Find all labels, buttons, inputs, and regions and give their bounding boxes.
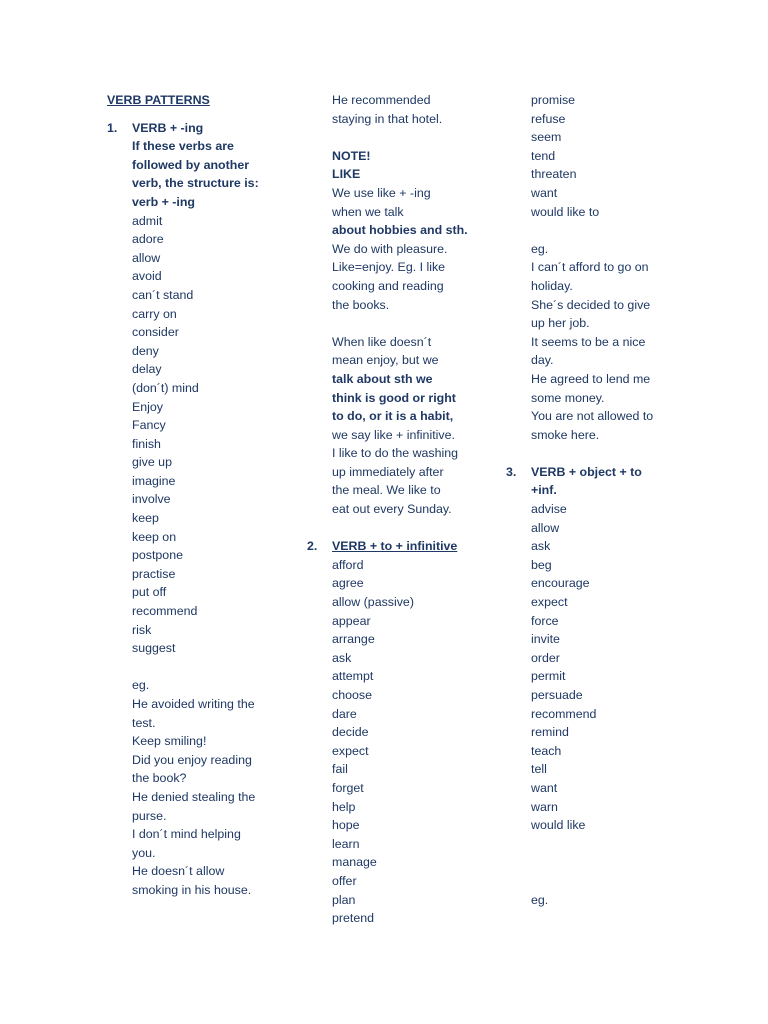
note-line: talk about sth we: [332, 371, 433, 386]
example-line: eg.: [531, 241, 549, 256]
section-3-heading: [506, 463, 653, 482]
verb-item: delay: [132, 362, 162, 377]
note-line: when we talk: [332, 204, 404, 219]
verb-item: seem: [531, 130, 562, 145]
verb-item: dare: [332, 706, 357, 721]
verb-item: help: [332, 799, 356, 814]
verb-item: finish: [132, 436, 161, 451]
verb-item: teach: [531, 743, 562, 758]
verb-item: Fancy: [132, 418, 166, 433]
note-line: we say like + infinitive.: [332, 427, 455, 442]
note-line: We do with pleasure.: [332, 241, 448, 256]
verb-item: remind: [531, 725, 569, 740]
note-line: about hobbies and sth.: [332, 223, 468, 238]
example-line: holiday.: [531, 278, 573, 293]
section-1-examples: [107, 676, 259, 899]
example-line: smoking in his house.: [132, 882, 252, 897]
verb-item: arrange: [332, 632, 375, 647]
verb-item: risk: [132, 622, 152, 637]
note-line: cooking and reading: [332, 278, 444, 293]
example-line: smoke here.: [531, 427, 600, 442]
section-1-intro: [107, 137, 259, 211]
verb-item: would like to: [531, 204, 600, 219]
example-line: I can´t afford to go on: [531, 260, 649, 275]
verb-item: want: [531, 185, 558, 200]
section-3-title: VERB + object + to: [531, 464, 642, 479]
verb-item: fail: [332, 762, 348, 777]
example-line: Keep smiling!: [132, 734, 207, 749]
verb-item: ask: [531, 539, 551, 554]
intro-line: verb, the structure is:: [132, 176, 259, 191]
verb-item: put off: [132, 585, 167, 600]
verb-item: manage: [332, 855, 377, 870]
verb-item: tell: [531, 762, 547, 777]
note-line: eat out every Sunday.: [332, 502, 452, 517]
verb-item: want: [531, 780, 558, 795]
section-1-heading: [107, 119, 259, 138]
continued-example-line: He recommended: [332, 93, 431, 107]
verb-item: ask: [332, 650, 352, 665]
verb-item: threaten: [531, 167, 577, 182]
verb-item: forget: [332, 780, 364, 795]
intro-line: followed by another: [132, 157, 250, 172]
example-line: It seems to be a nice: [531, 334, 646, 349]
verb-item: admit: [132, 213, 163, 228]
section-2-title: VERB + to + infinitive: [332, 539, 458, 554]
example-line: some money.: [531, 390, 605, 405]
note-line: When like doesn´t: [332, 334, 432, 349]
like-label: LIKE: [332, 167, 361, 182]
verb-item: can´t stand: [132, 287, 194, 302]
note-line: mean enjoy, but we: [332, 353, 439, 368]
verb-item: beg: [531, 557, 552, 572]
verb-item: choose: [332, 688, 372, 702]
example-line: up her job.: [531, 316, 590, 331]
verb-item: appear: [332, 613, 371, 628]
verb-item: attempt: [332, 669, 374, 684]
example-label: eg.: [531, 892, 549, 907]
example-line: the book?: [132, 771, 187, 786]
verb-item: adore: [132, 232, 164, 247]
verb-item: persuade: [531, 688, 583, 702]
section-2-verb-list-continued: [531, 91, 653, 221]
column-2: [307, 91, 468, 928]
verb-item: pretend: [332, 911, 375, 926]
verb-item: recommend: [531, 706, 597, 721]
example-line: day.: [531, 353, 554, 368]
note-line: to do, or it is a habit,: [332, 409, 454, 424]
verb-item: permit: [531, 669, 566, 684]
section-3-verb-list: [531, 500, 653, 835]
verb-item: carry on: [132, 306, 177, 321]
note-line: think is good or right: [332, 390, 456, 405]
example-line: You are not allowed to: [531, 409, 654, 424]
continued-example-line: staying in that hotel.: [332, 111, 443, 126]
verb-item: expect: [332, 743, 369, 758]
note-label: NOTE!: [332, 148, 371, 163]
verb-item: plan: [332, 892, 356, 907]
note-line: the meal. We like to: [332, 483, 441, 498]
verb-item: warn: [531, 799, 558, 814]
verb-item: (don´t) mind: [132, 380, 199, 395]
verb-item: promise: [531, 93, 576, 107]
example-line: you.: [132, 845, 156, 860]
verb-item: postpone: [132, 548, 183, 563]
verb-item: tend: [531, 148, 556, 163]
example-line: I don´t mind helping: [132, 827, 241, 842]
verb-item: decide: [332, 725, 369, 740]
verb-item: keep on: [132, 529, 177, 544]
section-3-title-cont: +inf.: [531, 483, 557, 498]
verb-item: allow: [531, 520, 560, 535]
column-1: [107, 91, 259, 900]
verb-item: avoid: [132, 269, 162, 284]
verb-item: keep: [132, 511, 159, 526]
column-3: [506, 91, 654, 909]
note-line: We use like + -ing: [332, 185, 431, 200]
note-line: the books.: [332, 297, 390, 312]
verb-item: offer: [332, 873, 357, 888]
verb-item: order: [531, 650, 560, 665]
section-1-title: VERB + -ing: [132, 120, 204, 135]
example-line: eg.: [132, 678, 150, 693]
example-line: She´s decided to give: [531, 297, 651, 312]
verb-item: consider: [132, 325, 179, 340]
verb-item: encourage: [531, 576, 590, 591]
section-2-verb-list: [332, 556, 468, 928]
section-1-number: 1.: [107, 120, 118, 135]
verb-item: afford: [332, 557, 364, 572]
verb-item: allow (passive): [332, 595, 414, 610]
verb-item: allow: [132, 250, 161, 265]
verb-item: Enjoy: [132, 399, 163, 414]
section-2-number: 2.: [307, 539, 318, 554]
note-line: I like to do the washing: [332, 446, 459, 461]
verb-item: hope: [332, 818, 360, 833]
section-2-heading: [307, 537, 468, 556]
verb-item: recommend: [132, 604, 198, 619]
example-line: Did you enjoy reading: [132, 752, 252, 767]
verb-item: expect: [531, 595, 568, 610]
note-line: up immediately after: [332, 464, 444, 479]
verb-item: invite: [531, 632, 560, 647]
verb-item: suggest: [132, 641, 176, 656]
verb-item: would like: [531, 818, 586, 833]
page-title: VERB PATTERNS: [107, 93, 210, 107]
verb-item: give up: [132, 455, 172, 470]
example-line: He denied stealing the: [132, 789, 256, 804]
example-line: He avoided writing the: [132, 697, 255, 711]
example-line: He doesn´t allow: [132, 864, 225, 879]
verb-item: agree: [332, 576, 364, 591]
verb-item: involve: [132, 492, 171, 507]
intro-line: If these verbs are: [132, 139, 234, 154]
note-line: Like=enjoy. Eg. I like: [332, 260, 446, 275]
verb-item: learn: [332, 836, 360, 851]
section-2-examples: [531, 240, 653, 445]
section-1-verb-list: [107, 212, 259, 658]
example-line: test.: [132, 715, 156, 730]
example-line: purse.: [132, 808, 167, 823]
intro-line: verb + -ing: [132, 194, 195, 209]
verb-item: deny: [132, 343, 159, 358]
verb-item: refuse: [531, 111, 566, 126]
verb-item: imagine: [132, 473, 176, 488]
verb-item: force: [531, 613, 559, 628]
section-3-number: 3.: [506, 464, 517, 479]
example-line: He agreed to lend me: [531, 371, 651, 386]
verb-item: practise: [132, 566, 176, 581]
verb-item: advise: [531, 502, 567, 517]
